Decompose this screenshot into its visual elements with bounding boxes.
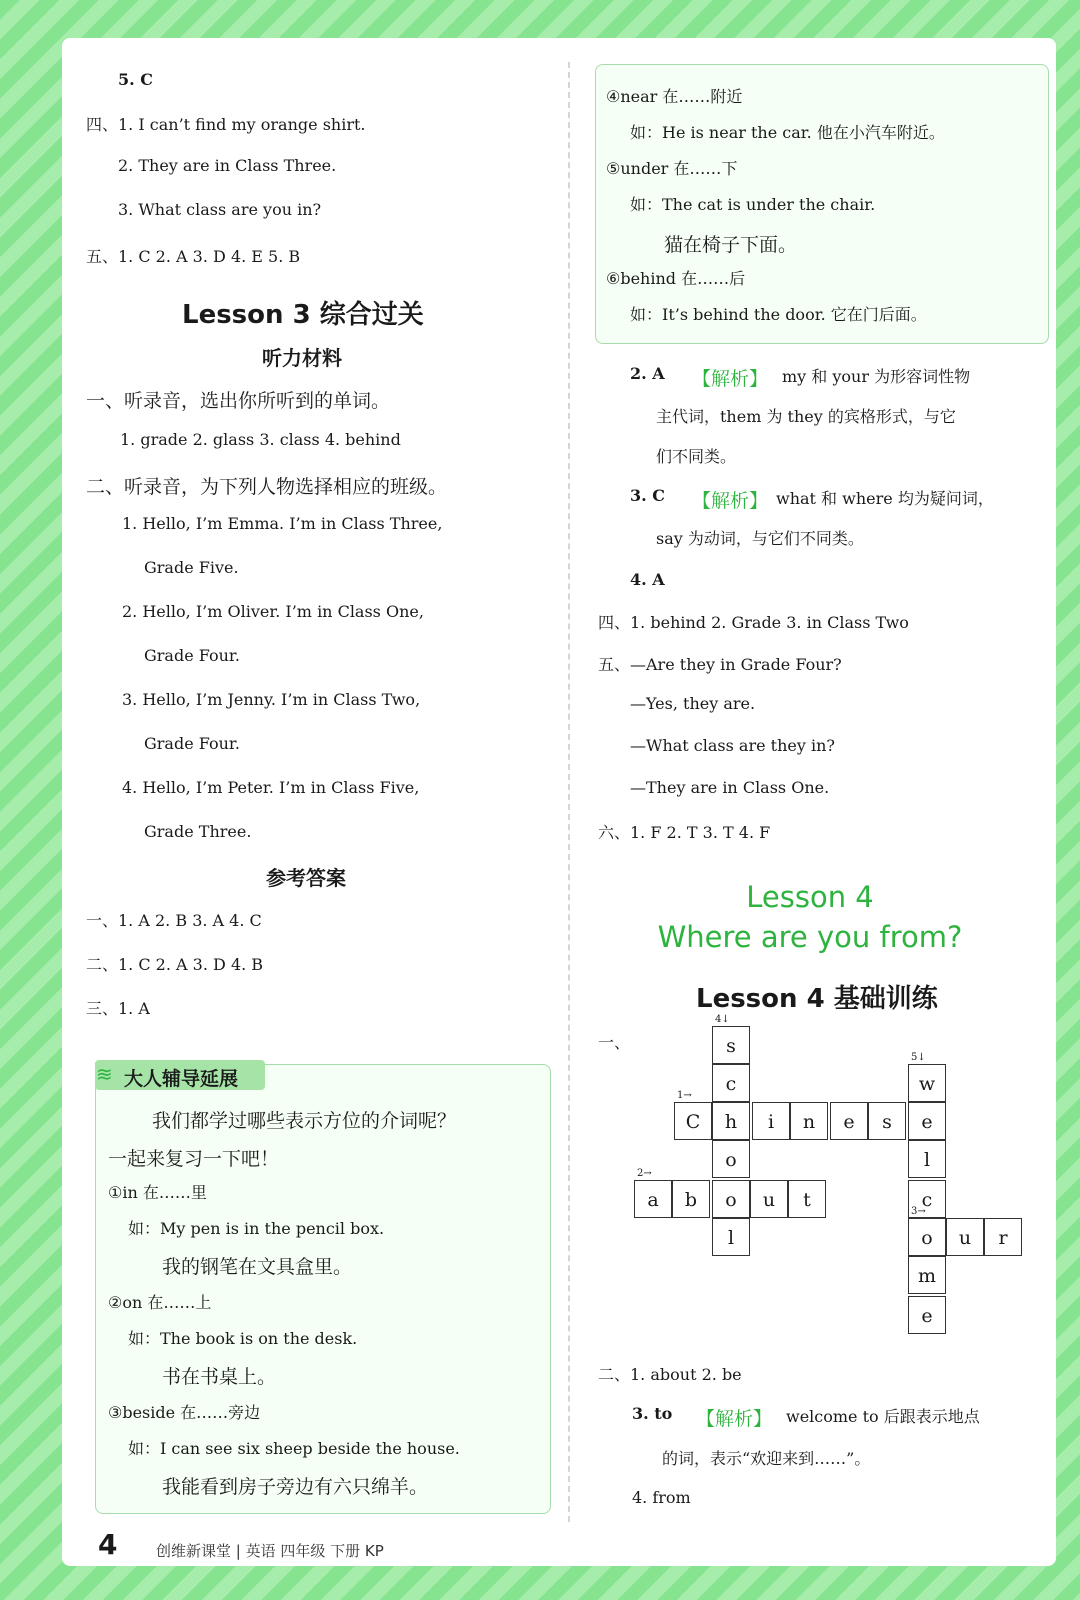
analysis-tag: 【解析】	[692, 368, 769, 390]
tip-line: ②on 在……上	[108, 1293, 212, 1312]
answer-line: 四、1. behind 2. Grade 3. in Class Two	[598, 613, 909, 632]
analysis-text: say 为动词，与它们不同类。	[656, 529, 864, 548]
crossword-cell: u	[750, 1180, 788, 1218]
crossword-cell: t	[788, 1180, 826, 1218]
listening-line: Grade Three.	[144, 822, 252, 841]
analysis-tag: 【解析】	[692, 490, 769, 512]
column-divider	[568, 62, 570, 1522]
tip-line: ③beside 在……旁边	[108, 1403, 261, 1422]
answer-line: —Yes, they are.	[630, 694, 756, 713]
section-title: 参考答案	[266, 866, 346, 890]
answer-line: 四、1. I can’t find my orange shirt.	[86, 115, 366, 134]
tip-line: 我们都学过哪些表示方位的介词呢？	[152, 1110, 457, 1132]
crossword-cell: r	[984, 1218, 1022, 1256]
listening-line: Grade Five.	[144, 558, 239, 577]
tip-line: 如：The book is on the desk.	[128, 1329, 358, 1348]
answer-line: 二、1. about 2. be	[598, 1365, 742, 1384]
answer-line: 三、1. A	[86, 999, 150, 1018]
crossword-cell: b	[672, 1180, 710, 1218]
analysis-text: what 和 where 均为疑问词，	[776, 489, 994, 508]
listening-line: 2. Hello, I’m Oliver. I’m in Class One,	[122, 602, 424, 621]
crossword-cell: i	[752, 1102, 790, 1140]
analysis-text: 们不同类。	[656, 447, 737, 466]
crossword-cell: u	[946, 1218, 984, 1256]
tip-line: 一起来复习一下吧！	[108, 1148, 280, 1170]
analysis-text: my 和 your 为形容词性物	[782, 367, 971, 386]
crossword-cell: s	[868, 1102, 906, 1140]
crossword-cell: o	[712, 1180, 750, 1218]
tip-line: 如：The cat is under the chair.	[630, 195, 876, 214]
answer-number: 3. C	[630, 486, 666, 505]
crossword-cell: l	[908, 1140, 946, 1178]
lesson4-title: Lesson 4	[746, 880, 874, 914]
tip-line: 猫在椅子下面。	[664, 234, 798, 256]
listening-line: 1. Hello, I’m Emma. I’m in Class Three,	[122, 514, 443, 533]
crossword-cell: c	[712, 1064, 750, 1102]
listening-line: 3. Hello, I’m Jenny. I’m in Class Two,	[122, 690, 421, 709]
question-label: 一、	[598, 1033, 631, 1052]
crossword-cell: e	[908, 1102, 946, 1140]
lesson4-subtitle: Where are you from?	[657, 920, 963, 954]
answer-line: 5. C	[118, 70, 154, 89]
tip-line: ⑤under 在……下	[606, 159, 738, 178]
answer-line: 二、1. C 2. A 3. D 4. B	[86, 955, 264, 974]
answer-number: 3. to	[632, 1404, 673, 1423]
lesson-heading: Lesson 3 综合过关	[182, 300, 424, 330]
analysis-text: 的词，表示“欢迎来到……”。	[662, 1449, 871, 1468]
crossword-cell: e	[830, 1102, 868, 1140]
answer-number: 2. A	[630, 364, 665, 383]
crossword-cell: n	[790, 1102, 828, 1140]
answer-line: 2. They are in Class Three.	[118, 156, 337, 175]
answer-line: —What class are they in?	[630, 736, 835, 755]
section-title: 听力材料	[262, 346, 342, 370]
analysis-text: 主代词，them 为 they 的宾格形式，与它	[656, 407, 956, 426]
tip-title: 大人辅导延展	[124, 1068, 239, 1090]
answer-line: 4. A	[630, 570, 665, 589]
crossword-cell: 4↓ s	[712, 1026, 750, 1064]
crossword-cell: e	[908, 1296, 946, 1334]
analysis-text: welcome to 后跟表示地点	[786, 1407, 980, 1426]
crossword-cell: 5↓ w	[908, 1064, 946, 1102]
crossword-cell: h	[712, 1102, 750, 1140]
tip-line: 如：It’s behind the door. 它在门后面。	[630, 305, 927, 324]
answer-line: 五、—Are they in Grade Four?	[598, 655, 842, 674]
listening-line: Grade Four.	[144, 646, 240, 665]
tip-line: ①in 在……里	[108, 1183, 207, 1202]
footer-text: 创维新课堂 | 英语 四年级 下册 KP	[156, 1542, 384, 1560]
answer-line: 五、1. C 2. A 3. D 4. E 5. B	[86, 247, 301, 266]
answer-line: 一、1. A 2. B 3. A 4. C	[86, 911, 262, 930]
lesson-heading: Lesson 4 基础训练	[696, 984, 938, 1014]
crossword-cell: 1→ C	[674, 1102, 712, 1140]
instruction: 一、听录音，选出你所听到的单词。	[86, 390, 391, 412]
answer-line: 六、1. F 2. T 3. T 4. F	[598, 823, 771, 842]
tip-line: 我能看到房子旁边有六只绵羊。	[162, 1476, 429, 1498]
crossword-cell: m	[908, 1256, 946, 1294]
listening-line: Grade Four.	[144, 734, 240, 753]
answer-line: 4. from	[632, 1488, 691, 1507]
crossword-cell: o	[712, 1140, 750, 1178]
crossword-cell: l	[712, 1218, 750, 1256]
tip-line: 如：My pen is in the pencil box.	[128, 1219, 385, 1238]
answer-line: 1. grade 2. glass 3. class 4. behind	[120, 430, 401, 449]
tip-line: 如：I can see six sheep beside the house.	[128, 1439, 460, 1458]
tip-line: 如：He is near the car. 他在小汽车附近。	[630, 123, 945, 142]
wave-icon: ≋	[96, 1062, 113, 1086]
crossword-cell: c	[908, 1180, 946, 1218]
crossword-cell: 3→ o	[908, 1218, 946, 1256]
analysis-tag: 【解析】	[696, 1408, 773, 1430]
tip-line: ⑥behind 在……后	[606, 269, 746, 288]
page-number: 4	[98, 1528, 118, 1561]
answer-line: 3. What class are you in?	[118, 200, 322, 219]
listening-line: 4. Hello, I’m Peter. I’m in Class Five,	[122, 778, 420, 797]
tip-line: 书在书桌上。	[162, 1366, 277, 1388]
crossword-cell: 2→ a	[634, 1180, 672, 1218]
answer-line: —They are in Class One.	[630, 778, 830, 797]
tip-line: 我的钢笔在文具盒里。	[162, 1256, 353, 1278]
tip-line: ④near 在……附近	[606, 87, 743, 106]
instruction: 二、听录音，为下列人物选择相应的班级。	[86, 476, 448, 498]
